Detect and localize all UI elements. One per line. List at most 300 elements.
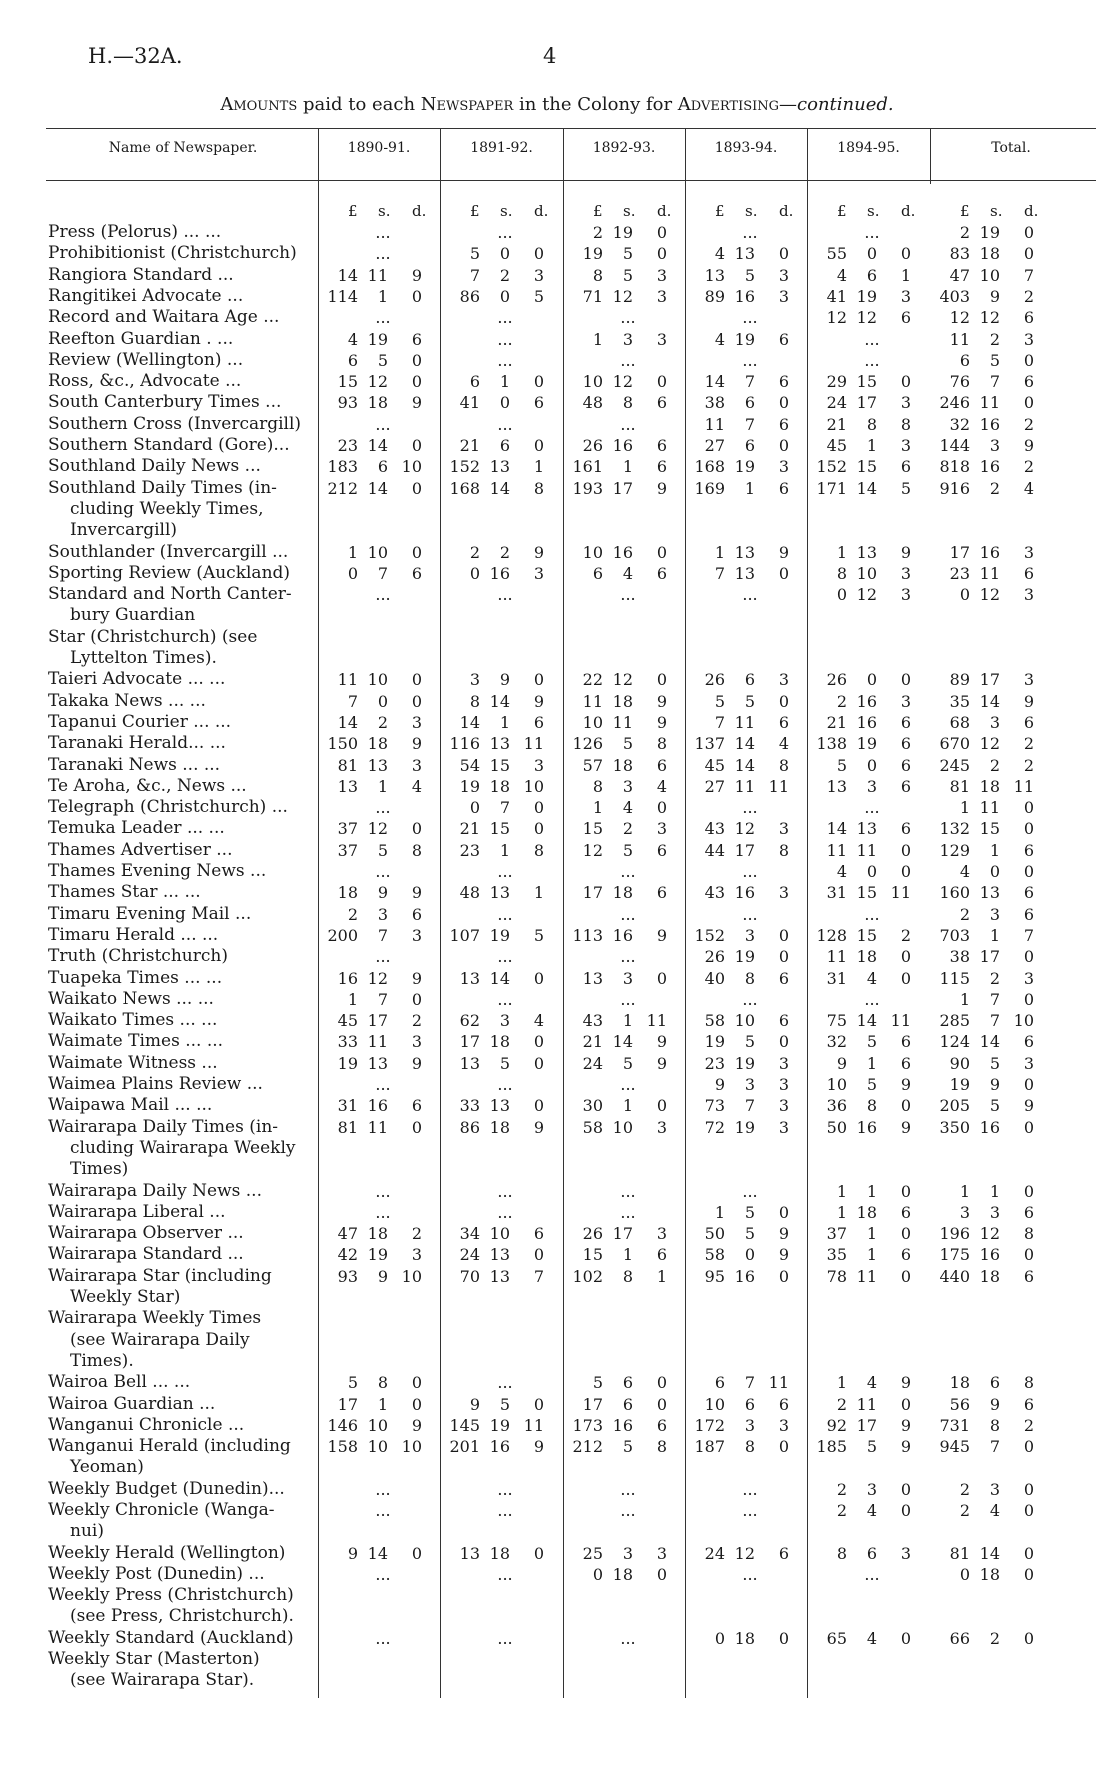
pounds: 26 [826,670,847,690]
empty-cell: ... [497,1181,513,1201]
pounds: 15 [337,372,358,392]
pounds: 43 [704,883,725,903]
shillings: 1 [866,1224,877,1244]
shillings: 14 [612,1032,633,1052]
pence: 3 [411,1032,422,1052]
name-line: Wairarapa Daily Times (in- [48,1116,279,1137]
shillings: 16 [734,1266,755,1286]
pounds: 2 [836,691,847,711]
pounds: 171 [816,478,847,498]
pence: 0 [900,1501,911,1520]
pounds: 158 [327,1437,358,1457]
pence: 0 [1023,1501,1034,1520]
pounds: 152 [694,925,725,945]
pounds: 9 [836,1053,847,1073]
shillings: 8 [622,1266,633,1286]
shillings: 3 [377,904,388,924]
pounds: 41 [459,393,480,413]
newspaper-name [48,1095,310,1116]
pence: 9 [656,925,667,945]
pounds: 8 [469,691,480,711]
pounds: 14 [337,265,358,285]
pounds: 54 [459,755,480,775]
pounds: 17 [337,1394,358,1414]
pounds: 201 [449,1437,480,1457]
shillings: 10 [367,542,388,562]
shillings: 1 [499,712,510,732]
shillings: 15 [856,372,877,392]
pence: 9 [1023,1096,1034,1116]
pounds: 33 [459,1096,480,1116]
empty-cell: ... [864,1564,880,1584]
pounds: 17 [459,1032,480,1052]
shillings: 13 [367,755,388,775]
shillings: 8 [866,414,877,434]
shillings: 4 [866,1373,877,1393]
shillings: 12 [979,308,1000,328]
shillings: 11 [367,1117,388,1137]
currency-pound: £ [348,202,358,220]
shillings: 1 [989,840,1000,860]
pence: 0 [533,1245,544,1265]
pence: 6 [656,1415,667,1435]
pence: 11 [890,883,911,903]
shillings: 15 [856,457,877,477]
pounds: 24 [459,1245,480,1265]
currency-shilling: s. [500,202,513,220]
pounds: 1 [347,989,358,1009]
pence: 10 [401,1266,422,1286]
pence: 4 [656,776,667,796]
shillings: 8 [744,1437,755,1457]
newspaper-name [48,265,310,286]
pounds: 115 [939,968,970,988]
shillings: 14 [734,755,755,775]
pounds: 102 [572,1266,603,1286]
pence: 0 [778,691,789,711]
name-line: Waikato News ... ... [48,988,214,1009]
shillings: 11 [856,840,877,860]
shillings: 1 [866,1245,877,1265]
shillings: 2 [499,542,510,562]
empty-cell: ... [497,308,513,328]
pounds: 0 [347,563,358,583]
shillings: 16 [734,883,755,903]
pounds: 24 [582,1053,603,1073]
pounds: 183 [327,457,358,477]
shillings: 7 [744,372,755,392]
pence: 0 [778,563,789,583]
name-line: Invercargill) [70,520,178,541]
shillings: 2 [989,329,1000,349]
empty-cell: ... [864,223,880,242]
empty-cell: ... [375,1181,391,1201]
pounds: 196 [939,1224,970,1244]
empty-cell: ... [620,1479,636,1499]
title-part: Newspaper [420,94,514,115]
pounds: 58 [582,1117,603,1137]
pounds: 21 [826,414,847,434]
pounds: 31 [826,883,847,903]
page-number: 4 [543,44,557,68]
shillings: 16 [979,457,1000,477]
pence: 3 [656,819,667,839]
pence: 0 [411,691,422,711]
shillings: 11 [979,563,1000,583]
newspaper-name [48,1308,310,1372]
shillings: 9 [989,286,1000,306]
pounds: 169 [694,478,725,498]
shillings: 12 [367,819,388,839]
pounds: 4 [347,329,358,349]
column-header-6: Total. [991,140,1031,156]
pounds: 33 [337,1032,358,1052]
pence: 0 [1023,1564,1034,1584]
shillings: 18 [979,1266,1000,1286]
pounds: 40 [704,968,725,988]
pounds: 2 [836,1479,847,1499]
pence: 0 [900,1266,911,1286]
pounds: 2 [959,904,970,924]
title-part: Advertising [677,94,780,115]
empty-cell: ... [375,1479,391,1499]
newspaper-name [48,946,310,967]
pounds: 9 [469,1394,480,1414]
pounds: 152 [449,457,480,477]
name-line: Telegraph (Christchurch) ... [48,797,288,818]
pence: 0 [778,1032,789,1052]
shillings: 10 [367,1415,388,1435]
pence: 0 [1023,947,1034,967]
pounds: 21 [582,1032,603,1052]
newspaper-name [48,350,310,371]
shillings: 13 [489,883,510,903]
shillings: 5 [744,1032,755,1052]
pence: 9 [778,1245,789,1265]
pounds: 11 [337,670,358,690]
shillings: 1 [622,1096,633,1116]
shillings: 0 [866,244,877,264]
newspaper-name [48,222,310,243]
shillings: 0 [499,393,510,413]
empty-cell: ... [375,1628,391,1648]
name-line: Taranaki Herald... ... [48,733,226,754]
pence: 0 [900,1181,911,1201]
pounds: 13 [459,968,480,988]
column-header-1: 1890-91. [347,140,411,156]
pence: 0 [778,1202,789,1222]
newspaper-name [48,456,310,477]
newspaper-name [48,563,310,584]
shillings: 13 [489,457,510,477]
pence: 0 [778,244,789,264]
pence: 11 [890,1011,911,1031]
pence: 0 [1023,1543,1034,1563]
newspaper-name [48,1074,310,1095]
pence: 9 [778,1224,789,1244]
pence: 9 [900,542,911,562]
column-header-3: 1892-93. [592,140,656,156]
shillings: 12 [367,968,388,988]
newspaper-name [48,925,310,946]
newspaper-name [48,1564,310,1585]
pence: 3 [900,563,911,583]
pence: 3 [778,286,789,306]
pounds: 78 [826,1266,847,1286]
shillings: 13 [734,542,755,562]
pounds: 86 [459,1117,480,1137]
newspaper-name [48,755,310,776]
shillings: 11 [612,712,633,732]
name-line: Wairarapa Weekly Times [48,1308,262,1329]
pounds: 25 [582,1543,603,1563]
currency-pound: £ [960,202,970,220]
shillings: 12 [979,1224,1000,1244]
pence: 1 [533,457,544,477]
shillings: 14 [979,1543,1000,1563]
pounds: 29 [826,372,847,392]
pence: 8 [656,1437,667,1457]
pence: 11 [768,1373,789,1393]
name-line: Waipawa Mail ... ... [48,1095,213,1116]
pounds: 72 [704,1117,725,1137]
column-header-2: 1891-92. [470,140,533,156]
shillings: 18 [612,691,633,711]
shillings: 0 [499,244,510,264]
pounds: 1 [714,542,725,562]
pounds: 4 [836,862,847,881]
pence: 9 [900,1075,911,1094]
currency-pence: d. [534,202,549,220]
pence: 6 [900,1202,911,1222]
pence: 6 [1023,372,1034,392]
shillings: 16 [856,712,877,732]
shillings: 1 [866,1181,877,1201]
shillings: 13 [367,1053,388,1073]
title-part: —continued. [779,94,894,115]
pence: 0 [656,1394,667,1414]
pence: 6 [656,1245,667,1265]
shillings: 11 [367,1032,388,1052]
pence: 0 [778,1266,789,1286]
shillings: 7 [744,1096,755,1116]
pounds: 4 [714,244,725,264]
pounds: 168 [449,478,480,498]
pounds: 23 [949,563,970,583]
pounds: 48 [459,883,480,903]
pounds: 1 [836,1202,847,1222]
shillings: 2 [622,819,633,839]
shillings: 17 [979,670,1000,690]
pounds: 73 [704,1096,725,1116]
pence: 6 [1023,840,1034,860]
pounds: 4 [959,862,970,881]
name-line: Timaru Evening Mail ... [48,903,252,924]
pounds: 12 [826,308,847,328]
pounds: 6 [592,563,603,583]
pounds: 13 [459,1053,480,1073]
shillings: 7 [377,563,388,583]
pence: 0 [533,1543,544,1563]
empty-cell: ... [375,308,391,328]
shillings: 0 [377,691,388,711]
shillings: 2 [989,1628,1000,1648]
name-line: Thames Advertiser ... [48,839,233,860]
pence: 9 [411,1415,422,1435]
empty-cell: ... [742,1479,758,1499]
pence: 0 [656,1373,667,1393]
pounds: 144 [939,436,970,455]
shillings: 19 [612,223,633,242]
pounds: 81 [337,1117,358,1137]
shillings: 12 [367,372,388,392]
newspaper-name [48,243,310,264]
pounds: 26 [704,670,725,690]
pence: 0 [1023,1479,1034,1499]
newspaper-name [48,1649,310,1692]
shillings: 10 [489,1224,510,1244]
name-line: (see Wairarapa Daily [70,1329,250,1350]
shillings: 5 [622,265,633,285]
pounds: 2 [959,1479,970,1499]
pounds: 145 [449,1415,480,1435]
pence: 9 [900,1437,911,1457]
pounds: 2 [959,223,970,242]
shillings: 6 [989,1373,1000,1393]
pence: 9 [900,1415,911,1435]
name-line: Sporting Review (Auckland) [48,562,291,583]
pence: 10 [401,1437,422,1457]
shillings: 11 [367,265,388,285]
empty-cell: ... [497,1628,513,1648]
shillings: 0 [989,862,1000,881]
shillings: 10 [856,563,877,583]
pence: 9 [411,734,422,754]
newspaper-name [48,904,310,925]
shillings: 18 [612,1564,633,1584]
newspaper-name [48,584,310,627]
shillings: 10 [734,1011,755,1031]
pounds: 15 [582,1245,603,1265]
pounds: 58 [704,1245,725,1265]
pounds: 38 [704,393,725,413]
shillings: 13 [856,819,877,839]
pence: 0 [1023,1117,1034,1137]
pence: 0 [778,1437,789,1457]
shillings: 3 [499,1011,510,1031]
shillings: 4 [622,798,633,818]
name-line: Rangitikei Advocate ... [48,285,244,306]
column-divider [563,128,564,1698]
pence: 3 [778,670,789,690]
pounds: 0 [959,585,970,605]
shillings: 1 [499,372,510,392]
name-line: Te Aroha, &c., News ... [48,775,247,796]
pence: 3 [411,925,422,945]
pounds: 5 [469,244,480,264]
pounds: 90 [949,1053,970,1073]
pounds: 175 [939,1245,970,1265]
currency-pence: d. [901,202,916,220]
pence: 9 [900,1117,911,1137]
pence: 9 [533,691,544,711]
shillings: 12 [612,670,633,690]
pounds: 173 [572,1415,603,1435]
pounds: 945 [939,1437,970,1457]
shillings: 6 [622,1394,633,1414]
shillings: 7 [989,372,1000,392]
column-header-5: 1894-95. [837,140,900,156]
shillings: 11 [856,1394,877,1414]
pence: 8 [900,414,911,434]
shillings: 18 [489,1117,510,1137]
pence: 9 [900,1373,911,1393]
pounds: 56 [949,1394,970,1414]
empty-cell: ... [620,414,636,434]
pounds: 13 [337,776,358,796]
pounds: 89 [949,670,970,690]
pounds: 187 [694,1437,725,1457]
shillings: 5 [744,265,755,285]
pounds: 18 [949,1373,970,1393]
empty-cell: ... [864,350,880,370]
name-line: Takaka News ... ... [48,690,206,711]
shillings: 18 [489,776,510,796]
name-line: Waimate Witness ... [48,1052,218,1073]
title-part: in the Colony for [513,94,678,115]
shillings: 19 [489,925,510,945]
shillings: 5 [989,1096,1000,1116]
shillings: 6 [499,436,510,455]
currency-pence: d. [657,202,672,220]
shillings: 3 [866,1479,877,1499]
pounds: 81 [949,1543,970,1563]
shillings: 5 [499,1394,510,1414]
pence: 6 [900,308,911,328]
pounds: 2 [836,1501,847,1520]
currency-pound: £ [470,202,480,220]
pounds: 8 [836,563,847,583]
pounds: 81 [337,755,358,775]
pence: 0 [1023,393,1034,413]
pence: 3 [656,286,667,306]
name-line: Southlander (Invercargill ... [48,541,289,562]
pounds: 18 [337,883,358,903]
name-line: Times) [70,1159,129,1180]
shillings: 11 [734,776,755,796]
name-line: nui) [70,1521,104,1542]
empty-cell: ... [620,308,636,328]
shillings: 0 [866,755,877,775]
pounds: 42 [337,1245,358,1265]
pounds: 12 [582,840,603,860]
name-line: Waimate Times ... ... [48,1031,224,1052]
empty-cell: ... [742,1181,758,1201]
shillings: 14 [979,1032,1000,1052]
empty-cell: ... [375,223,391,242]
empty-cell: ... [620,1501,636,1520]
newspaper-name [48,1181,310,1202]
name-line: Wairarapa Standard ... [48,1244,244,1265]
pence: 0 [1023,989,1034,1009]
pounds: 86 [459,286,480,306]
shillings: 16 [856,691,877,711]
empty-cell: ... [742,1564,758,1584]
pence: 9 [656,478,667,498]
pence: 4 [411,776,422,796]
pounds: 124 [939,1032,970,1052]
pence: 0 [533,819,544,839]
